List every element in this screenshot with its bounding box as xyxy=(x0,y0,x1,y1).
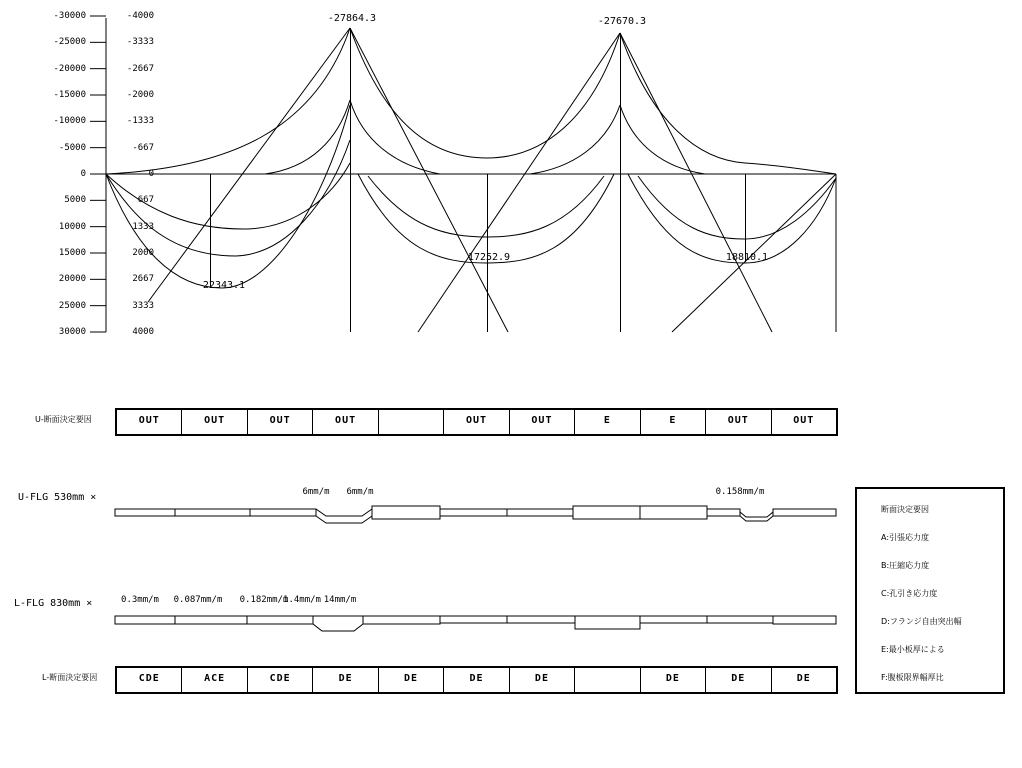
moment-tick-label: -5000 xyxy=(58,142,86,153)
secondary-tick-label: -3333 xyxy=(126,37,154,48)
u-flg-dip xyxy=(316,509,372,523)
l-flg-dip xyxy=(313,616,363,631)
span-3-max-label: 18810.1 xyxy=(725,252,769,263)
legend-item: C:孔引き応力度 xyxy=(881,589,938,598)
secondary-tick-label: 667 xyxy=(137,195,154,206)
moment-tick-label: -10000 xyxy=(53,116,86,127)
u-flg-seg xyxy=(707,509,740,516)
inner-peak-right-1 xyxy=(350,100,440,174)
secondary-tick-label: -667 xyxy=(132,142,154,153)
span-2-max-label: 17252.9 xyxy=(467,252,511,263)
span-1-max-label: 22343.1 xyxy=(202,280,246,291)
u-flange-taper-annotation: 0.158mm/m xyxy=(715,487,765,497)
secondary-tick-label: 0 xyxy=(148,169,154,179)
l-flange-taper-annotation: 0.087mm/m xyxy=(173,595,223,605)
support-2-peak-label: -27864.3 xyxy=(327,13,377,24)
table-cell: DE xyxy=(706,668,771,692)
table-cell: DE xyxy=(379,668,444,692)
upper-flange-profile xyxy=(115,506,836,523)
moment-tick-label: -15000 xyxy=(53,90,86,100)
u-flange-label: U-FLG 530mm × xyxy=(18,492,97,503)
table-cell: OUT xyxy=(793,415,815,426)
diagonal-1 xyxy=(148,28,350,302)
l-judgement-row-label: L-断面決定要因 xyxy=(42,673,98,682)
legend-item: B:圧縮応力度 xyxy=(881,561,930,570)
table-cell: OUT xyxy=(510,410,575,434)
table-cell: OUT xyxy=(182,410,247,434)
moment-envelope-curves xyxy=(106,28,836,288)
table-cell: OUT xyxy=(706,410,771,434)
positive-envelope-span2-inner xyxy=(368,176,604,237)
legend-item: F:腹板限界幅厚比 xyxy=(881,673,944,682)
diagonal-3 xyxy=(418,33,620,332)
moment-tick-label: -30000 xyxy=(53,11,86,21)
support-and-max-marker-lines xyxy=(211,28,837,332)
table-cell: DE xyxy=(313,668,378,692)
inner-peak-left-1 xyxy=(265,100,350,174)
secondary-tick-label: 1333 xyxy=(132,221,154,232)
l-judgement-table xyxy=(115,666,838,694)
l-flg-seg-thick xyxy=(575,616,640,629)
lower-flange-profile xyxy=(115,616,836,631)
u-flg-seg xyxy=(773,509,836,516)
table-cell: DE xyxy=(510,668,575,692)
l-flange-taper-annotation: 0.182mm/m xyxy=(239,595,289,605)
u-flg-seg xyxy=(175,509,250,516)
moment-axis xyxy=(90,13,836,332)
table-cell xyxy=(575,668,640,692)
table-cell: E xyxy=(641,410,706,434)
legend-item: E:最小板厚による xyxy=(881,645,945,654)
l-flange-taper-annotation: 14mm/m xyxy=(323,595,357,605)
table-cell: E xyxy=(575,410,640,434)
diagonal-2 xyxy=(350,28,511,332)
legend-title: 断面決定要因 xyxy=(881,505,929,514)
u-flg-seg xyxy=(115,509,175,516)
l-flange-taper-annotation: 1.4mm/m xyxy=(283,595,321,605)
l-flg-seg xyxy=(363,616,440,624)
legend-item: A:引張応力度 xyxy=(881,533,930,542)
secondary-tick-label: 3333 xyxy=(132,300,154,311)
secondary-tick-label: -4000 xyxy=(126,11,154,21)
l-flg-seg xyxy=(440,616,507,623)
moment-tick-label: 5000 xyxy=(64,195,86,206)
moment-tick-label: 15000 xyxy=(58,248,86,258)
moment-tick-label: 10000 xyxy=(58,221,86,232)
table-cell: OUT xyxy=(313,410,378,434)
support-3-peak-label: -27670.3 xyxy=(597,16,647,27)
positive-envelope-span2-outer xyxy=(358,174,614,263)
u-flg-seg-thick xyxy=(573,506,640,519)
moment-tick-label: 25000 xyxy=(58,300,86,311)
table-cell xyxy=(379,410,444,434)
table-cell: CDE xyxy=(117,668,182,692)
u-flg-dip xyxy=(740,512,773,521)
u-flg-seg xyxy=(507,509,573,516)
u-flg-seg-thick xyxy=(372,506,440,519)
l-flange-taper-annotation: 0.3mm/m xyxy=(121,595,159,605)
u-flg-seg xyxy=(440,509,507,516)
table-cell: CDE xyxy=(248,668,313,692)
u-flg-seg xyxy=(250,509,316,516)
secondary-tick-label: 2667 xyxy=(132,274,154,285)
table-cell: DE xyxy=(444,668,509,692)
secondary-tick-label: -1333 xyxy=(126,116,154,127)
l-flg-seg xyxy=(773,616,836,624)
secondary-tick-label: 2000 xyxy=(132,248,154,258)
l-flg-seg xyxy=(707,616,773,623)
l-flg-seg xyxy=(640,616,707,623)
moment-tick-label: 30000 xyxy=(58,327,86,337)
u-flg-seg-thick xyxy=(640,506,707,519)
table-cell: DE xyxy=(796,673,811,684)
u-judgement-table xyxy=(115,408,838,436)
l-flange-label: L-FLG 830mm × xyxy=(14,598,93,609)
secondary-tick-label: 4000 xyxy=(132,327,154,337)
shear-diagonal-lines xyxy=(148,28,836,332)
legend-item: D:フランジ自由突出幅 xyxy=(881,617,962,626)
table-cell: OUT xyxy=(444,410,509,434)
l-flg-seg xyxy=(175,616,247,624)
u-flange-taper-annotation: 6mm/m xyxy=(346,487,374,497)
secondary-tick-label: -2000 xyxy=(126,90,154,100)
moment-tick-label: 0 xyxy=(80,169,86,179)
table-cell: ACE xyxy=(182,668,247,692)
inner-peak-left-2 xyxy=(530,105,620,174)
l-flg-seg xyxy=(247,616,313,624)
l-flg-seg xyxy=(115,616,175,624)
l-flg-seg xyxy=(507,616,575,623)
moment-tick-label: 20000 xyxy=(58,274,86,285)
u-flange-taper-annotation: 6mm/m xyxy=(302,487,330,497)
secondary-tick-label: -2667 xyxy=(126,63,154,74)
positive-envelope-span3-outer xyxy=(628,174,836,263)
table-cell: OUT xyxy=(117,410,182,434)
moment-tick-label: -20000 xyxy=(53,63,86,74)
table-cell: OUT xyxy=(248,410,313,434)
moment-tick-label: -25000 xyxy=(53,37,86,48)
legend-box xyxy=(855,487,1005,694)
table-cell: DE xyxy=(641,668,706,692)
u-judgement-row-label: U-断面決定要因 xyxy=(35,415,92,424)
